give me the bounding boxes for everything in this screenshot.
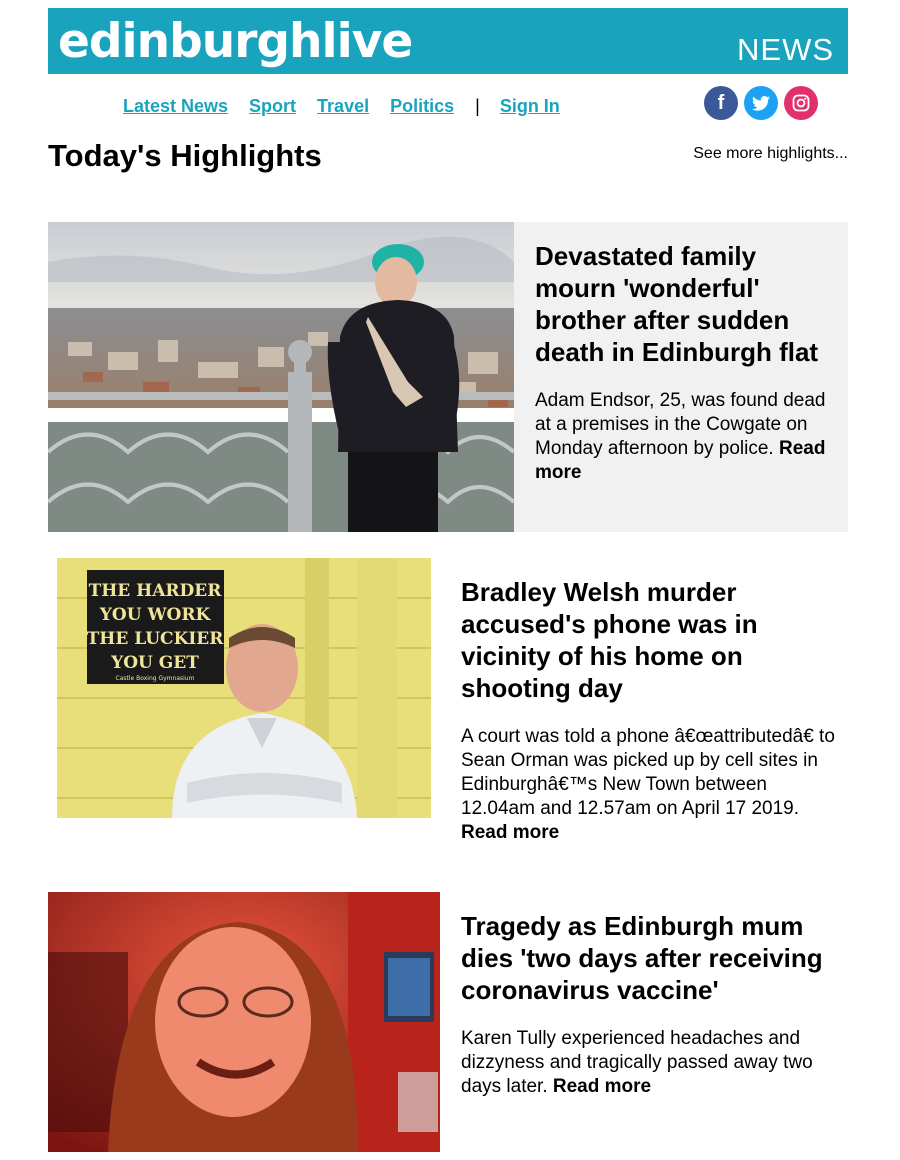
nav-sport[interactable]: Sport bbox=[249, 95, 297, 116]
section-label: NEWS bbox=[737, 32, 834, 67]
story-3-read-more-link[interactable]: Read more bbox=[552, 1076, 652, 1097]
story-3-image[interactable] bbox=[48, 892, 440, 1152]
masthead-banner[interactable] bbox=[48, 8, 848, 74]
instagram-icon[interactable] bbox=[784, 86, 818, 120]
story-3-headline[interactable]: Tragedy as Edinburgh mum dies 'two days after receiving coronavirus vaccine' bbox=[461, 911, 823, 1005]
nav-latest-news[interactable]: Latest News bbox=[123, 95, 229, 116]
story-1-read-more-link[interactable]: Read more bbox=[535, 438, 826, 483]
story-2-read-more-link[interactable]: Read more bbox=[461, 822, 560, 843]
instagram-camera-icon bbox=[792, 94, 810, 112]
story-1-headline[interactable]: Devastated family mourn 'wonderful' brother after sudden death in Edinburgh flat bbox=[535, 241, 819, 367]
sign-line-4: YOU GET bbox=[111, 653, 199, 673]
story-2-summary-text: A court was told a phone â€œattributedâ€ to Sean Orman was picked up by cell sites in Edinburghâ€™s New Town between 12.04am and 12.57am on April 17 2019. bbox=[461, 726, 835, 819]
story-3-summary-text: Karen Tully experienced headaches and dizzyness and tragically passed away two days later. bbox=[461, 1028, 813, 1097]
sign-line-1: THE HARDER bbox=[88, 581, 222, 601]
story-3-summary bbox=[461, 1027, 841, 1099]
sign-line-3: THE LUCKIER bbox=[86, 629, 224, 649]
nav-travel[interactable]: Travel bbox=[317, 95, 370, 116]
facebook-icon[interactable] bbox=[704, 86, 738, 120]
story-2-headline[interactable]: Bradley Welsh murder accused's phone was in vicinity of his home on shooting day bbox=[461, 577, 758, 703]
sign-small-text: Castle Boxing Gymnasium bbox=[115, 675, 195, 682]
nav-separator: | bbox=[475, 95, 480, 116]
twitter-bird-icon bbox=[752, 96, 770, 111]
nav-sign-in[interactable]: Sign In bbox=[499, 95, 560, 116]
main-nav bbox=[123, 93, 581, 119]
story-1-image[interactable] bbox=[48, 222, 514, 532]
brand-logo[interactable]: edinburghlive bbox=[58, 14, 413, 69]
page-title: Today's Highlights bbox=[48, 138, 322, 173]
social-links bbox=[704, 86, 824, 120]
see-more-highlights-link[interactable]: See more highlights... bbox=[693, 145, 848, 162]
facebook-letter: f bbox=[717, 91, 725, 114]
story-2-summary bbox=[461, 725, 836, 845]
story-1-summary bbox=[535, 389, 830, 485]
nav-politics[interactable]: Politics bbox=[390, 95, 455, 116]
story-2-image[interactable] bbox=[57, 558, 431, 818]
sign-line-2: YOU WORK bbox=[99, 605, 211, 625]
story-1-summary-text: Adam Endsor, 25, was found dead at a premises in the Cowgate on Monday afternoon by police. bbox=[535, 390, 826, 459]
twitter-icon[interactable] bbox=[744, 86, 778, 120]
